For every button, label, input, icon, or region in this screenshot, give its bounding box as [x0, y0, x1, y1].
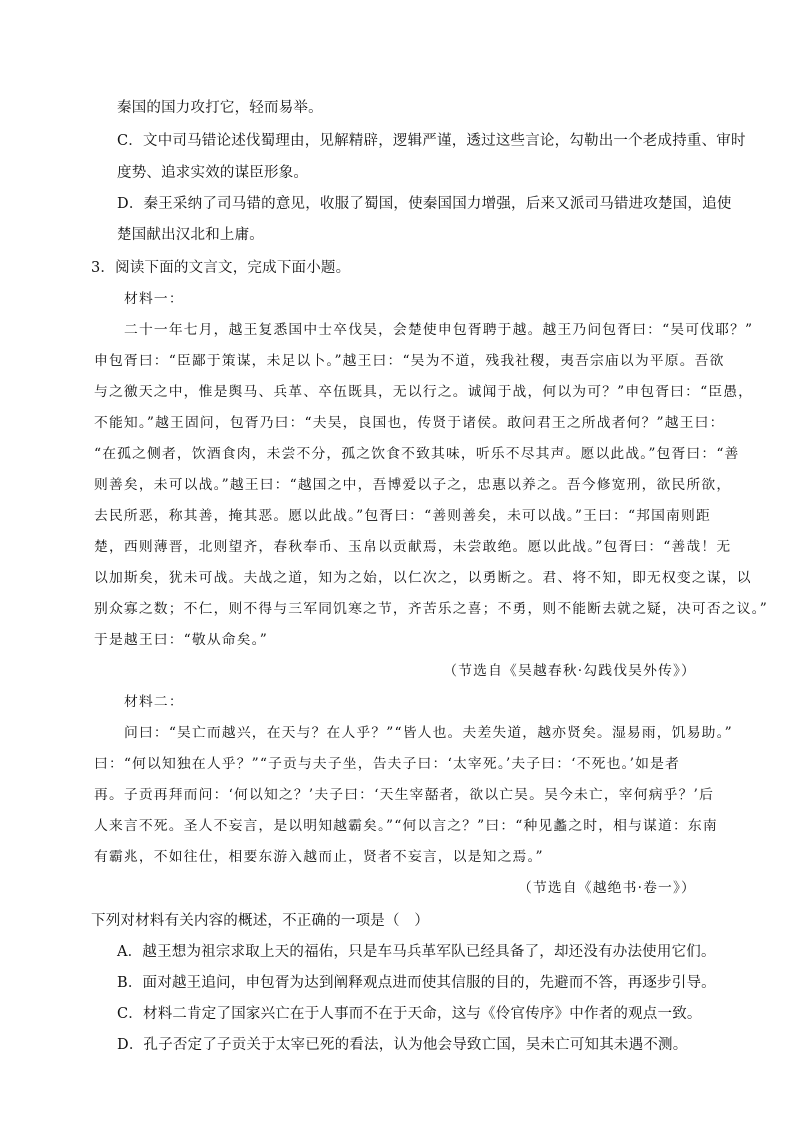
material2-line: 有霸兆，不如往仕，相要东游入越而止，贤者不妄言，以是知之焉。”	[94, 849, 544, 865]
question-stem: 下列对材料有关内容的概述，不正确的一项是（ ）	[91, 913, 430, 929]
material1-line: 于是越王曰：“敬从命矣。”	[94, 632, 268, 648]
question3-intro: 3．阅读下面的文言文，完成下面小题。	[91, 260, 351, 276]
material2-title: 材料二：	[124, 694, 184, 710]
material1-line: 二十一年七月，越王复悉国中士卒伐吴，会楚使申包胥聘于越。越王乃问包胥曰：“吴可伐耶？”	[124, 322, 754, 338]
option-d-line2: 楚国献出汉北和上庸。	[117, 227, 264, 243]
material2-line: 人来言不死。圣人不妄言，是以明知越霸矣。”“何以言之？”曰：“种见蠡之时，相与谋道：东南	[94, 818, 718, 834]
material1-line: 不能知。”越王固问，包胥乃曰：“夫吴，良国也，传贤于诸侯。敢问君王之所战者何？”越王曰：	[94, 415, 725, 431]
option-a[interactable]: A．越王想为祖宗求取上天的福佑，只是车马兵革军队已经具备了，却还没有办法使用它们。	[117, 944, 716, 960]
material1-line: 去民所恶，称其善，掩其恶。愿以此战。”包胥曰：“善则善矣，未可以战。”王曰：“邦国南则距	[94, 508, 711, 524]
option-c-line1: C．文中司马错论述伐蜀理由，见解精辟，逻辑严谨，透过这些言论，勾勒出一个老成持重、审时	[117, 133, 746, 149]
material1-line: 与之徼天之中，惟是舆马、兵革、卒伍既具，无以行之。诚闻于战，何以为可？”申包胥曰：“臣愚，	[94, 384, 754, 400]
material1-line: 楚，西则薄晋，北则望齐，春秋奉币、玉帛以贡献焉，未尝敢绝。愿以此战。”包胥曰：“善哉！无	[94, 539, 732, 555]
option-c[interactable]: C．材料二肯定了国家兴亡在于人事而不在于天命，这与《伶官传序》中作者的观点一致。	[117, 1006, 702, 1022]
material1-source: （节选自《吴越春秋·勾践伐吴外传》）	[443, 663, 696, 679]
option-d[interactable]: D．孔子否定了子贡关于太宰已死的看法，认为他会导致亡国，吴未亡可知其未遇不测。	[117, 1037, 688, 1053]
material1-line: 申包胥曰：“臣鄙于策谋，未足以卜。”越王曰：“吴为不道，残我社稷，夷吾宗庙以为平原。吾欲	[94, 353, 725, 369]
material2-line: 曰：“何以知独在人乎？”“子贡与夫子坐，告夫子曰：‘太宰死。’夫子曰：‘不死也。’如是者	[94, 756, 680, 772]
material1-line: 则善矣，未可以战。”越王曰：“越国之中，吾博爱以子之，忠惠以养之。吾今修宽刑，欲民所欲，	[94, 477, 732, 493]
material2-line: 再。子贡再拜而问：‘何以知之？’夫子曰：‘天生宰嚭者，欲以亡吴。吴今未亡，宰何病乎？’后	[94, 787, 715, 803]
option-c-line2: 度势、追求实效的谋臣形象。	[117, 165, 309, 181]
option-b[interactable]: B．面对越王追问，申包胥为达到阐释观点进而使其信服的目的，先避而不答，再逐步引导。	[117, 975, 716, 991]
material2-source: （节选自《越绝书·卷一》）	[518, 880, 696, 896]
option-d-line1: D．秦王采纳了司马错的意见，收服了蜀国，使秦国国力增强，后来又派司马错进攻楚国，追使	[117, 196, 732, 212]
material1-title: 材料一：	[124, 291, 184, 307]
material2-line: 问曰：“吴亡而越兴，在天与？在人乎？”“皆人也。夫差失道，越亦贤矣。湿易雨，饥易助。”	[124, 725, 733, 741]
material1-line: “在孤之侧者，饮酒食肉，未尝不分，孤之饮食不致其味，听乐不尽其声。愿以此战。”包胥曰：“善	[94, 446, 740, 462]
material1-line: 以加斯矣，犹未可战。夫战之道，知为之始，以仁次之，以勇断之。君、将不知，即无权变之谋，以	[94, 570, 752, 586]
material1-line: 别众寡之数；不仁，则不得与三军同饥寒之节，齐苦乐之喜；不勇，则不能断去就之疑，决可否之议。”	[94, 601, 768, 617]
option-b-continued: 秦国的国力攻打它，轻而易举。	[117, 100, 323, 116]
